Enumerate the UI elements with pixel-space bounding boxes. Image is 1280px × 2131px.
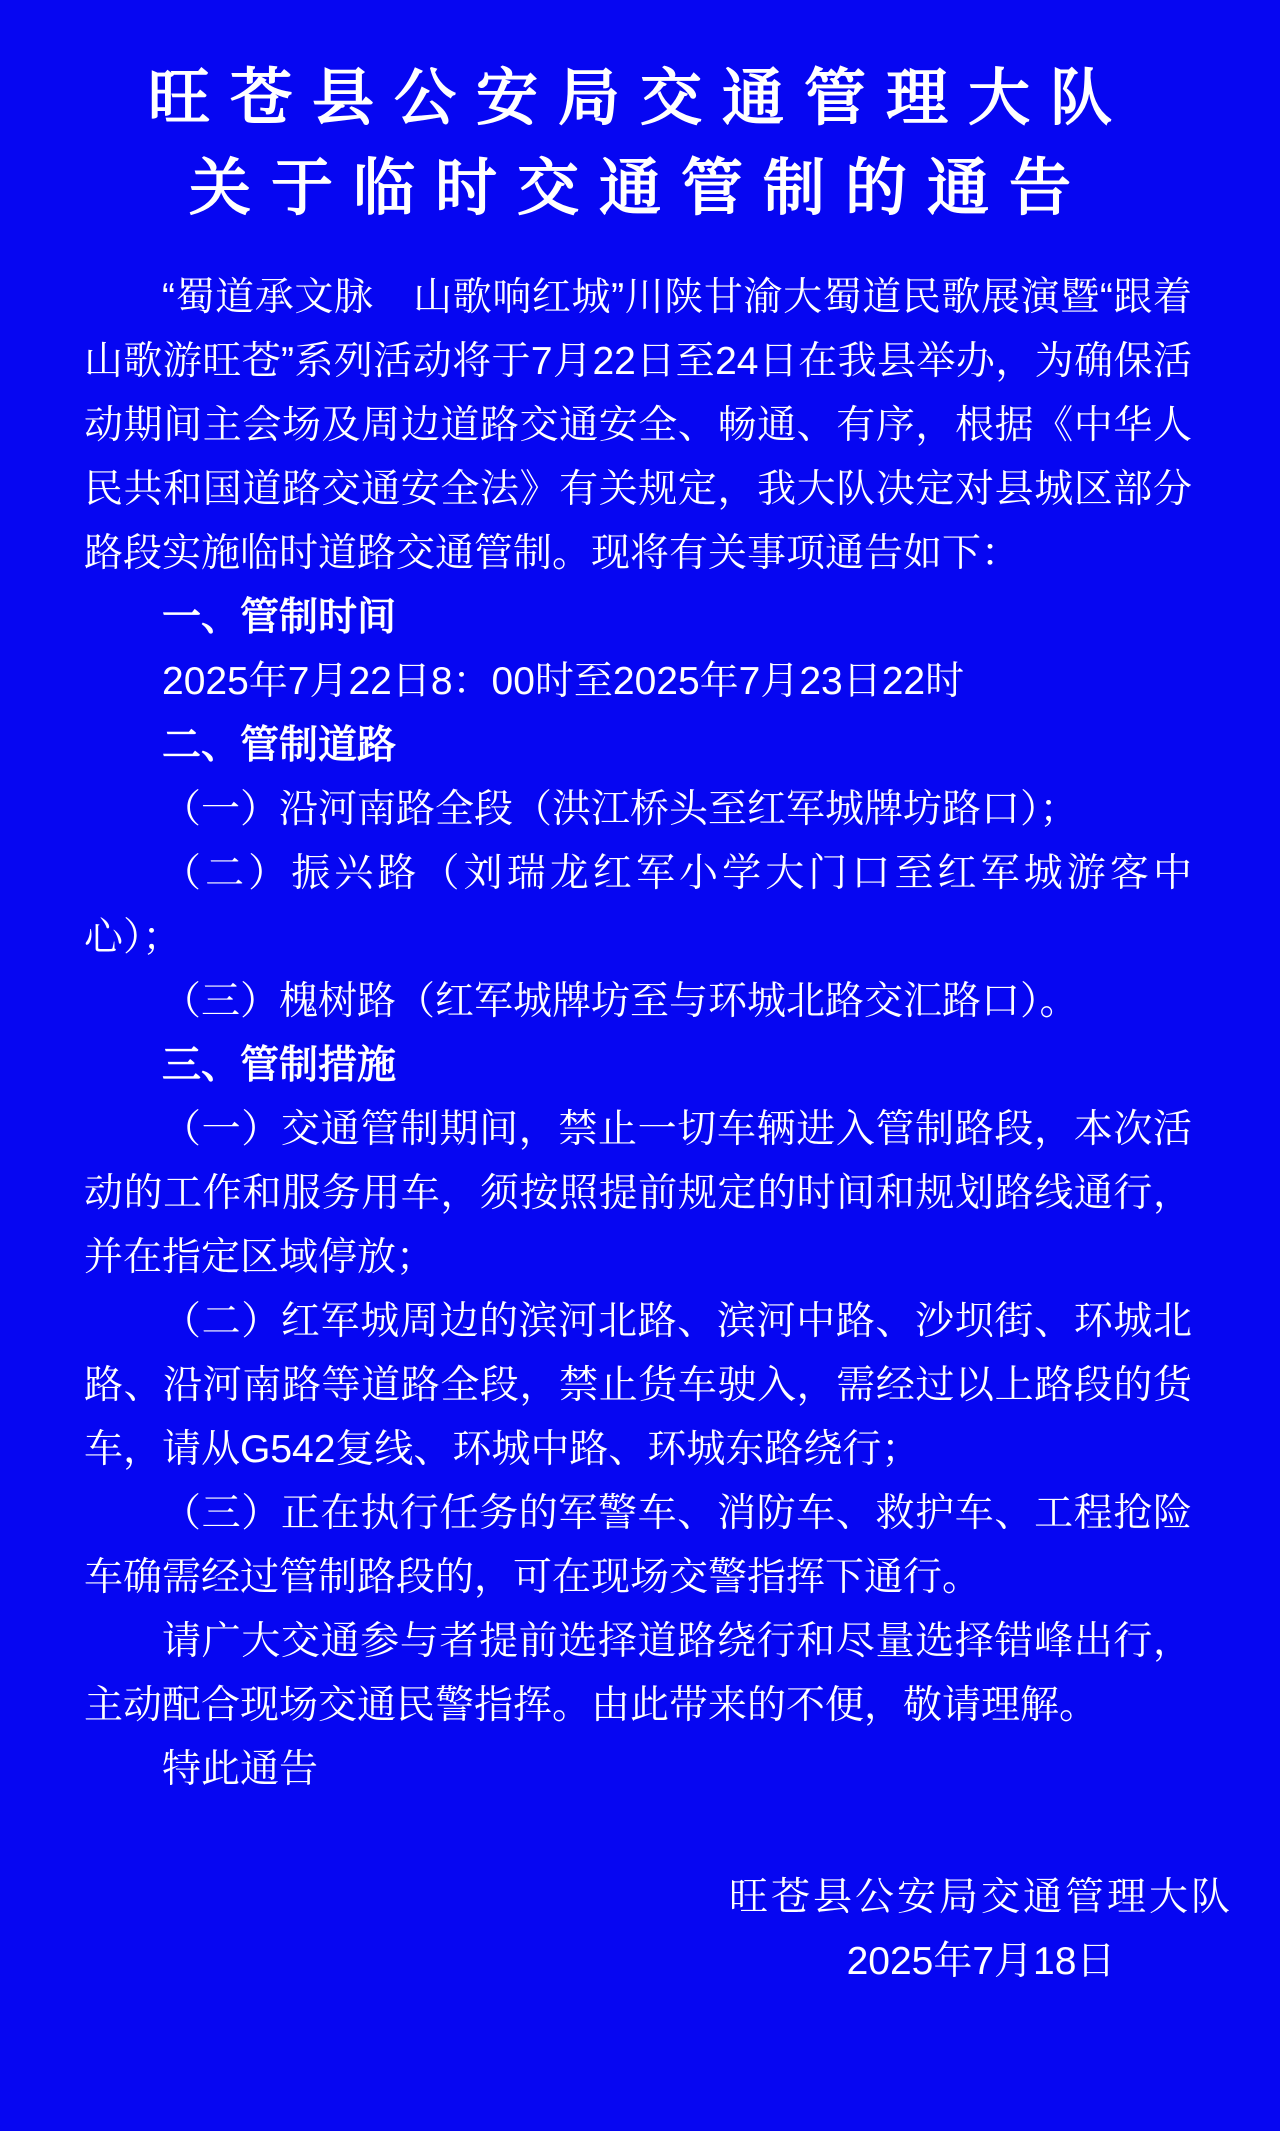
appeal-paragraph: 请广大交通参与者提前选择道路绕行和尽量选择错峰出行，主动配合现场交通民警指挥。由此带来的不便，敬请理解。 (84, 1620, 1192, 1727)
signature-block (729, 1866, 1233, 1994)
measure-item-1: （一）交通管制期间，禁止一切车辆进入管制路段，本次活动的工作和服务用车，须按照提前规定的时间和规划路线通行，并在指定区域停放； (84, 1108, 1192, 1279)
measure-item-3: （三）正在执行任务的军警车、消防车、救护车、工程抢险车确需经过管制路段的，可在现场交警指挥下通行。 (84, 1492, 1192, 1599)
signature-issuer: 旺苍县公安局交通管理大队 (728, 1876, 1233, 1919)
road-item-2: （二）振兴路（刘瑞龙红军小学大门口至红军城游客中心）； (84, 852, 1192, 959)
road-item-3: （三）槐树路（红军城牌坊至与环城北路交汇路口）。 (162, 980, 1079, 1023)
section-heading-control-roads: 二、管制道路 (162, 724, 397, 767)
notice-title-line2: 关于临时交通管制的通告 (188, 154, 1091, 223)
closing-statement: 特此通告 (162, 1748, 319, 1791)
notice-title (0, 54, 1280, 234)
signature-date: 2025年7月18日 (846, 1940, 1116, 1983)
control-time-value: 2025年7月22日8：00时至2025年7月23日22时 (162, 660, 965, 703)
section-heading-control-time: 一、管制时间 (162, 596, 397, 639)
notice-title-line1: 旺苍县公安局交通管理大队 (147, 64, 1132, 133)
notice-body (84, 266, 1192, 1802)
intro-paragraph: “蜀道承文脉 山歌响红城”川陕甘渝大蜀道民歌展演暨“跟着山歌游旺苍”系列活动将于7月22日至24日在我县举办，为确保活动期间主会场及周边道路交通安全、畅通、有序，根据《中华人民共和国道路交通安全法》有关规定，我大队决定对县城区部分路段实施临时道路交通管制。现将有关事项通告如下： (84, 276, 1192, 575)
measure-item-2: （二）红军城周边的滨河北路、滨河中路、沙坝街、环城北路、沿河南路等道路全段，禁止货车驶入，需经过以上路段的货车，请从G542复线、环城中路、环城东路绕行； (84, 1300, 1192, 1471)
road-item-1: （一）沿河南路全段（洪江桥头至红军城牌坊路口）； (162, 788, 1079, 831)
section-heading-control-measures: 三、管制措施 (162, 1044, 397, 1087)
